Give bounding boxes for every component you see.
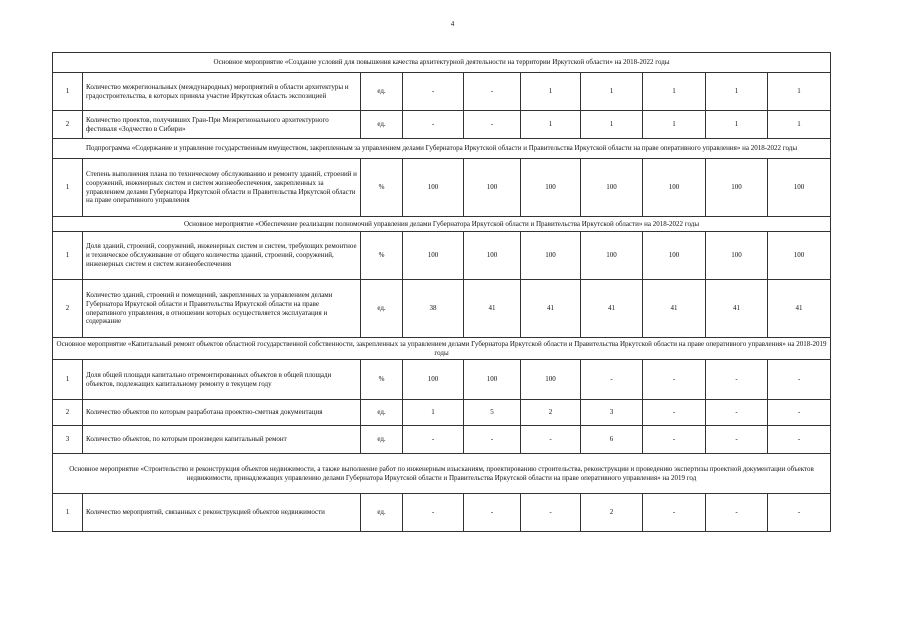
- value-cell: 2: [581, 494, 643, 532]
- section-title: Подпрограмма «Содержание и управление государственным имуществом, закрепленным за управлением делами Губернатора Иркутской области и Правительства Иркутской области на праве оперативного управления» на 2018-2022 годы: [53, 139, 831, 159]
- indicators-table-body: [53, 53, 831, 532]
- row-number: 1: [53, 73, 83, 111]
- value-cell: 2: [521, 400, 581, 426]
- value-cell: -: [768, 400, 831, 426]
- row-number: 2: [53, 111, 83, 139]
- value-cell: -: [464, 111, 521, 139]
- unit-cell: ед.: [361, 426, 403, 454]
- unit-cell: ед.: [361, 400, 403, 426]
- value-cell: 100: [464, 159, 521, 217]
- unit-cell: ед.: [361, 280, 403, 338]
- value-cell: -: [706, 426, 768, 454]
- value-cell: 100: [403, 232, 464, 280]
- value-cell: 1: [581, 73, 643, 111]
- value-cell: 5: [464, 400, 521, 426]
- value-cell: 1: [706, 73, 768, 111]
- unit-cell: ед.: [361, 73, 403, 111]
- value-cell: 6: [581, 426, 643, 454]
- value-cell: 1: [403, 400, 464, 426]
- value-cell: 100: [581, 159, 643, 217]
- value-cell: 100: [643, 159, 706, 217]
- row-number: 3: [53, 426, 83, 454]
- value-cell: 100: [706, 232, 768, 280]
- table-row: [53, 73, 831, 111]
- value-cell: -: [643, 494, 706, 532]
- unit-cell: ед.: [361, 111, 403, 139]
- section-row: [53, 53, 831, 73]
- page-number: 4: [450, 20, 455, 28]
- value-cell: -: [706, 494, 768, 532]
- value-cell: 1: [581, 111, 643, 139]
- value-cell: -: [521, 494, 581, 532]
- value-cell: -: [403, 73, 464, 111]
- section-title: Основное мероприятие «Капитальный ремонт объектов областной государственной собственности, закрепленных за управлением делами Губернатора Иркутской области и Правительства Иркутской области на праве оперативного управления» на 2018-2019 годы: [53, 338, 831, 360]
- value-cell: 100: [581, 232, 643, 280]
- indicator-name: Количество межрегиональных (международных) мероприятий в области архитектуры и градостроительства, в которых приняла участие Иркутская область экспозицией: [83, 73, 361, 111]
- table-row: [53, 494, 831, 532]
- row-number: 2: [53, 280, 83, 338]
- table-row: [53, 232, 831, 280]
- value-cell: -: [464, 73, 521, 111]
- value-cell: -: [643, 360, 706, 400]
- section-row: [53, 338, 831, 360]
- value-cell: 1: [643, 111, 706, 139]
- value-cell: -: [768, 494, 831, 532]
- value-cell: 100: [464, 232, 521, 280]
- value-cell: -: [768, 360, 831, 400]
- value-cell: 1: [768, 111, 831, 139]
- section-title: Основное мероприятие «Строительство и реконструкция объектов недвижимости, а также выполнение работ по инженерным изысканиям, проектированию строительства, реконструкции и проведению экспертизы проектной документации объектов недвижимости, принадлежащих управлению делами Губернатора Иркутской области и Правительства Иркутской области на праве оперативного управления» на 2019 год: [53, 454, 831, 494]
- indicators-table: [52, 52, 831, 532]
- table-row: [53, 400, 831, 426]
- value-cell: 38: [403, 280, 464, 338]
- table-row: [53, 426, 831, 454]
- value-cell: -: [581, 360, 643, 400]
- value-cell: 100: [521, 159, 581, 217]
- value-cell: -: [403, 494, 464, 532]
- section-row: [53, 454, 831, 494]
- value-cell: 1: [643, 73, 706, 111]
- value-cell: -: [768, 426, 831, 454]
- value-cell: 100: [521, 360, 581, 400]
- value-cell: -: [403, 426, 464, 454]
- unit-cell: ед.: [361, 494, 403, 532]
- row-number: 1: [53, 232, 83, 280]
- value-cell: -: [706, 400, 768, 426]
- indicator-name: Количество проектов, получивших Гран-При Межрегионального архитектурного фестиваля «Зодчество в Сибири»: [83, 111, 361, 139]
- value-cell: -: [706, 360, 768, 400]
- value-cell: -: [464, 494, 521, 532]
- value-cell: 1: [768, 73, 831, 111]
- value-cell: 100: [521, 232, 581, 280]
- value-cell: -: [643, 400, 706, 426]
- value-cell: -: [464, 426, 521, 454]
- section-title: Основное мероприятие «Обеспечение реализации полномочий управления делами Губернатора Иркутской области и Правительства Иркутской области» на 2018-2022 годы: [53, 217, 831, 232]
- value-cell: 41: [643, 280, 706, 338]
- value-cell: 1: [521, 73, 581, 111]
- value-cell: 41: [521, 280, 581, 338]
- value-cell: 1: [706, 111, 768, 139]
- table-row: [53, 280, 831, 338]
- value-cell: 41: [464, 280, 521, 338]
- value-cell: 3: [581, 400, 643, 426]
- indicator-name: Количество объектов, по которым произведен капитальный ремонт: [83, 426, 361, 454]
- value-cell: 100: [643, 232, 706, 280]
- indicator-name: Количество мероприятий, связанных с реконструкцией объектов недвижимости: [83, 494, 361, 532]
- unit-cell: %: [361, 360, 403, 400]
- value-cell: 41: [706, 280, 768, 338]
- value-cell: 100: [464, 360, 521, 400]
- value-cell: -: [643, 426, 706, 454]
- table-row: [53, 111, 831, 139]
- value-cell: 100: [403, 360, 464, 400]
- row-number: 1: [53, 360, 83, 400]
- indicator-name: Степень выполнения плана по техническому обслуживанию и ремонту зданий, строений и сооружений, инженерных систем и систем жизнеобеспечения, закрепленных за управлением делами Губернатора Иркутской области и Правительства Иркутской области на праве оперативного управления: [83, 159, 361, 217]
- section-row: [53, 217, 831, 232]
- section-title: Основное мероприятие «Создание условий для повышения качества архитектурной деятельности на территории Иркутской области» на 2018-2022 годы: [53, 53, 831, 73]
- indicator-name: Доля зданий, строений, сооружений, инженерных систем и систем, требующих ремонтное и техническое обслуживание от общего количества зданий, строений, сооружений, инженерных систем и систем жизнеобеспечения: [83, 232, 361, 280]
- row-number: 2: [53, 400, 83, 426]
- table-row: [53, 159, 831, 217]
- value-cell: -: [403, 111, 464, 139]
- unit-cell: %: [361, 232, 403, 280]
- unit-cell: %: [361, 159, 403, 217]
- section-row: [53, 139, 831, 159]
- value-cell: 100: [768, 159, 831, 217]
- indicator-name: Количество объектов по которым разработана проектно-сметная документация: [83, 400, 361, 426]
- value-cell: -: [521, 426, 581, 454]
- value-cell: 41: [768, 280, 831, 338]
- indicator-name: Доля общей площади капитально отремонтированных объектов в общей площади объектов, подлежащих капитальному ремонту в текущем году: [83, 360, 361, 400]
- value-cell: 100: [403, 159, 464, 217]
- value-cell: 1: [521, 111, 581, 139]
- row-number: 1: [53, 159, 83, 217]
- value-cell: 100: [768, 232, 831, 280]
- row-number: 1: [53, 494, 83, 532]
- value-cell: 41: [581, 280, 643, 338]
- indicator-name: Количество зданий, строений и помещений, закрепленных за управлением делами Губернатора Иркутской области и Правительства Иркутской области на праве оперативного управления, в отношении которых осуществляется эксплуатация и содержание: [83, 280, 361, 338]
- table-row: [53, 360, 831, 400]
- value-cell: 100: [706, 159, 768, 217]
